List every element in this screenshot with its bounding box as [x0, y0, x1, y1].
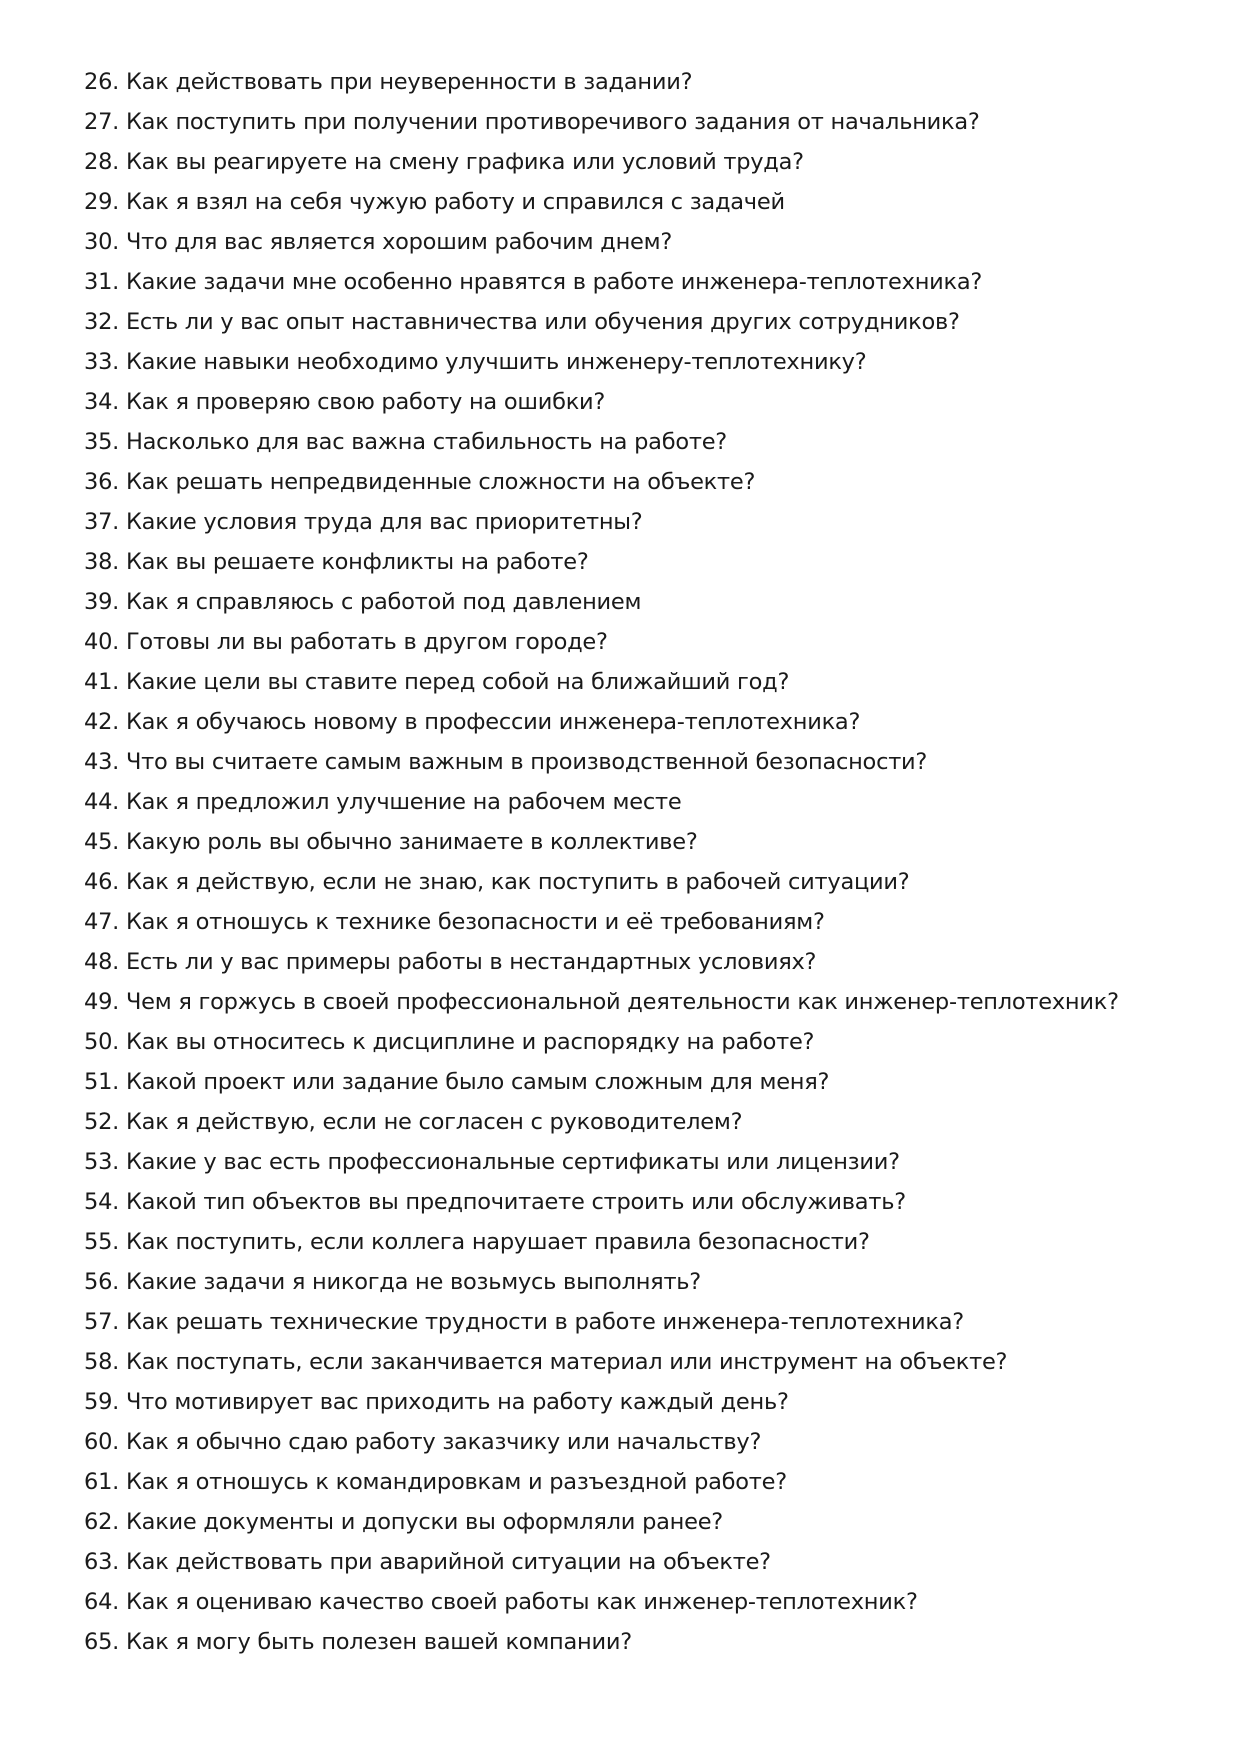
- question-text: Какие цели вы ставите перед собой на ближайший год?: [125, 669, 790, 695]
- question-item: [84, 382, 1184, 422]
- question-text: Как я взял на себя чужую работу и справился с задачей: [125, 189, 785, 215]
- question-text: Какую роль вы обычно занимаете в коллективе?: [125, 829, 698, 855]
- question-number: 38.: [84, 549, 120, 575]
- question-item: [84, 342, 1184, 382]
- question-text: Как поступать, если заканчивается материал или инструмент на объекте?: [125, 1349, 1008, 1375]
- question-item: [84, 1542, 1184, 1582]
- question-number: 46.: [84, 869, 120, 895]
- question-item: [84, 1262, 1184, 1302]
- question-item: [84, 1622, 1184, 1662]
- question-item: [84, 982, 1184, 1022]
- question-item: [84, 462, 1184, 502]
- question-number: 41.: [84, 669, 120, 695]
- question-text: Какой проект или задание было самым сложным для меня?: [125, 1069, 830, 1095]
- question-item: [84, 422, 1184, 462]
- question-text: Что мотивирует вас приходить на работу каждый день?: [125, 1389, 789, 1415]
- question-text: Какие условия труда для вас приоритетны?: [125, 509, 643, 535]
- question-number: 58.: [84, 1349, 120, 1375]
- question-item: [84, 1502, 1184, 1542]
- question-number: 42.: [84, 709, 120, 735]
- question-item: [84, 1422, 1184, 1462]
- question-text: Как поступить при получении противоречивого задания от начальника?: [125, 109, 980, 135]
- question-text: Насколько для вас важна стабильность на работе?: [125, 429, 727, 455]
- question-number: 31.: [84, 269, 120, 295]
- question-number: 44.: [84, 789, 120, 815]
- question-item: [84, 1182, 1184, 1222]
- question-text: Как действовать при неуверенности в задании?: [125, 69, 693, 95]
- question-number: 49.: [84, 989, 120, 1015]
- question-text: Есть ли у вас примеры работы в нестандартных условиях?: [125, 949, 817, 975]
- question-item: [84, 102, 1184, 142]
- question-number: 34.: [84, 389, 120, 415]
- question-number: 61.: [84, 1469, 120, 1495]
- question-text: Какие задачи я никогда не возьмусь выполнять?: [125, 1269, 701, 1295]
- question-text: Как я действую, если не согласен с руководителем?: [125, 1109, 743, 1135]
- question-number: 27.: [84, 109, 120, 135]
- question-item: [84, 862, 1184, 902]
- question-text: Как я обучаюсь новому в профессии инженера-теплотехника?: [125, 709, 861, 735]
- question-item: [84, 622, 1184, 662]
- question-number: 55.: [84, 1229, 120, 1255]
- question-number: 33.: [84, 349, 120, 375]
- question-text: Какие навыки необходимо улучшить инженеру-теплотехнику?: [125, 349, 867, 375]
- question-number: 56.: [84, 1269, 120, 1295]
- question-number: 43.: [84, 749, 120, 775]
- question-text: Какие документы и допуски вы оформляли ранее?: [125, 1509, 723, 1535]
- question-item: [84, 1462, 1184, 1502]
- question-text: Как я справляюсь с работой под давлением: [125, 589, 642, 615]
- question-item: [84, 582, 1184, 622]
- question-number: 35.: [84, 429, 120, 455]
- question-text: Как решать технические трудности в работе инженера-теплотехника?: [125, 1309, 964, 1335]
- question-number: 62.: [84, 1509, 120, 1535]
- question-item: [84, 822, 1184, 862]
- question-text: Как вы реагируете на смену графика или условий труда?: [125, 149, 804, 175]
- question-text: Есть ли у вас опыт наставничества или обучения других сотрудников?: [125, 309, 960, 335]
- question-number: 39.: [84, 589, 120, 615]
- question-item: [84, 942, 1184, 982]
- question-text: Как решать непредвиденные сложности на объекте?: [125, 469, 756, 495]
- question-text: Какие задачи мне особенно нравятся в работе инженера-теплотехника?: [125, 269, 983, 295]
- question-text: Как я предложил улучшение на рабочем месте: [125, 789, 682, 815]
- question-number: 32.: [84, 309, 120, 335]
- question-item: [84, 262, 1184, 302]
- question-number: 51.: [84, 1069, 120, 1095]
- question-item: [84, 222, 1184, 262]
- question-text: Что для вас является хорошим рабочим днем?: [125, 229, 673, 255]
- question-item: [84, 662, 1184, 702]
- question-text: Как я отношусь к командировкам и разъездной работе?: [125, 1469, 787, 1495]
- question-number: 30.: [84, 229, 120, 255]
- question-text: Как я обычно сдаю работу заказчику или начальству?: [125, 1429, 762, 1455]
- question-item: [84, 782, 1184, 822]
- question-text: Как действовать при аварийной ситуации на объекте?: [125, 1549, 771, 1575]
- question-text: Что вы считаете самым важным в производственной безопасности?: [125, 749, 928, 775]
- question-text: Как вы решаете конфликты на работе?: [125, 549, 589, 575]
- question-item: [84, 702, 1184, 742]
- question-number: 48.: [84, 949, 120, 975]
- question-number: 53.: [84, 1149, 120, 1175]
- question-number: 45.: [84, 829, 120, 855]
- question-item: [84, 1102, 1184, 1142]
- question-item: [84, 1302, 1184, 1342]
- question-item: [84, 302, 1184, 342]
- question-number: 57.: [84, 1309, 120, 1335]
- question-number: 50.: [84, 1029, 120, 1055]
- question-number: 26.: [84, 69, 120, 95]
- question-list: [84, 62, 1184, 1662]
- question-number: 60.: [84, 1429, 120, 1455]
- question-item: [84, 1342, 1184, 1382]
- question-item: [84, 1582, 1184, 1622]
- question-text: Как я могу быть полезен вашей компании?: [125, 1629, 632, 1655]
- question-item: [84, 142, 1184, 182]
- question-text: Какие у вас есть профессиональные сертификаты или лицензии?: [125, 1149, 900, 1175]
- question-item: [84, 902, 1184, 942]
- question-number: 37.: [84, 509, 120, 535]
- question-item: [84, 182, 1184, 222]
- question-number: 28.: [84, 149, 120, 175]
- question-number: 64.: [84, 1589, 120, 1615]
- question-number: 29.: [84, 189, 120, 215]
- question-text: Готовы ли вы работать в другом городе?: [125, 629, 608, 655]
- question-number: 65.: [84, 1629, 120, 1655]
- question-item: [84, 1062, 1184, 1102]
- question-text: Как я действую, если не знаю, как поступить в рабочей ситуации?: [125, 869, 910, 895]
- question-item: [84, 62, 1184, 102]
- question-text: Как я оцениваю качество своей работы как инженер-теплотехник?: [125, 1589, 918, 1615]
- question-text: Как вы относитесь к дисциплине и распорядку на работе?: [125, 1029, 815, 1055]
- question-text: Как я проверяю свою работу на ошибки?: [125, 389, 606, 415]
- question-item: [84, 1142, 1184, 1182]
- question-item: [84, 742, 1184, 782]
- question-item: [84, 1022, 1184, 1062]
- question-number: 47.: [84, 909, 120, 935]
- question-number: 52.: [84, 1109, 120, 1135]
- question-number: 63.: [84, 1549, 120, 1575]
- question-text: Как поступить, если коллега нарушает правила безопасности?: [125, 1229, 870, 1255]
- question-text: Какой тип объектов вы предпочитаете строить или обслуживать?: [125, 1189, 906, 1215]
- question-item: [84, 1222, 1184, 1262]
- question-number: 54.: [84, 1189, 120, 1215]
- question-item: [84, 1382, 1184, 1422]
- question-number: 40.: [84, 629, 120, 655]
- question-item: [84, 542, 1184, 582]
- question-text: Как я отношусь к технике безопасности и её требованиям?: [125, 909, 825, 935]
- question-number: 59.: [84, 1389, 120, 1415]
- question-text: Чем я горжусь в своей профессиональной деятельности как инженер-теплотехник?: [125, 989, 1119, 1015]
- question-number: 36.: [84, 469, 120, 495]
- question-item: [84, 502, 1184, 542]
